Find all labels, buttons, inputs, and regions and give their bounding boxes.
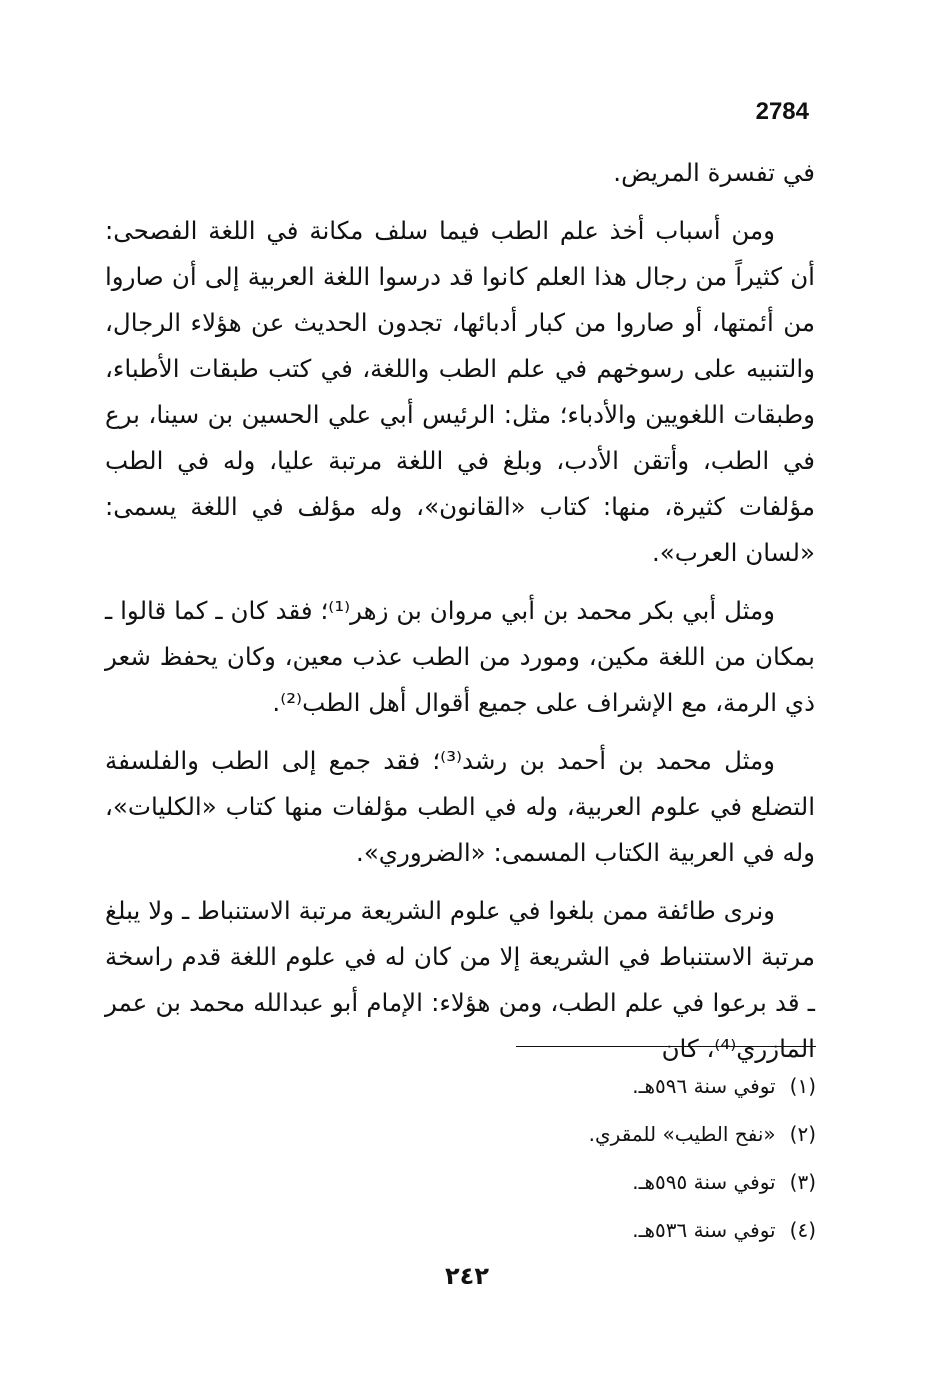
footnote-number: (٢) (789, 1122, 816, 1146)
footnote-item (316, 1206, 816, 1254)
paragraph: ونرى طائفة ممن بلغوا في علوم الشريعة مرتبة الاستنباط ـ ولا يبلغ مرتبة الاستنباط في الشريعة إلا من كان له في علوم اللغة قدم راسخة ـ قد برعوا في علم الطب، ومن هؤلاء: الإمام أبو عبدالله محمد بن عمر المازري⁽⁴⁾، كان (105, 896, 815, 1063)
page-number-top: 2784 (755, 98, 809, 125)
footnote-number: (١) (789, 1074, 816, 1098)
footnote-item (316, 1158, 816, 1206)
paragraph: ومثل محمد بن أحمد بن رشد⁽³⁾؛ فقد جمع إلى الطب والفلسفة التضلع في علوم العربية، وله في الطب مؤلفات منها كتاب «الكليات»، وله في العربية الكتاب المسمى: «الضروري». (105, 746, 815, 867)
footnote-text: توفي سنة ٥٩٥هـ. (632, 1170, 776, 1194)
paragraph: ومن أسباب أخذ علم الطب فيما سلف مكانة في اللغة الفصحى: أن كثيراً من رجال هذا العلم كانوا قد درسوا اللغة العربية إلى أن صاروا من أئمتها، أو صاروا من كبار أدبائها، تجدون الحديث عن هؤلاء الرجال، والتنبيه على رسوخهم في علم الطب واللغة، في كتب طبقات الأطباء، وطبقات اللغويين والأدباء؛ مثل: الرئيس أبي علي الحسين بن سينا، برع في الطب، وأتقن الأدب، وبلغ في اللغة مرتبة عليا، وله في الطب مؤلفات كثيرة، منها: كتاب «القانون»، وله مؤلف في اللغة يسمى: «لسان العرب». (105, 216, 815, 567)
footnote-text: توفي سنة ٥٣٦هـ. (632, 1218, 776, 1242)
paragraph: ومثل أبي بكر محمد بن أبي مروان بن زهر⁽¹⁾؛ فقد كان ـ كما قالوا ـ بمكان من اللغة مكين، ومورد من الطب عذب معين، وكان يحفظ شعر ذي الرمة، مع الإشراف على جميع أقوال أهل الطب⁽²⁾. (105, 596, 815, 717)
footnote-number: (٤) (789, 1218, 816, 1242)
footnotes (316, 1062, 816, 1254)
footnote-item (316, 1110, 816, 1158)
footnote-text: توفي سنة ٥٩٦هـ. (632, 1074, 776, 1098)
body-text (105, 150, 815, 1084)
footnote-text: «نفح الطيب» للمقري. (588, 1122, 776, 1146)
paragraph: في تفسرة المريض. (613, 158, 815, 187)
footnote-divider (516, 1046, 816, 1047)
page-number-bottom: ٢٤٢ (445, 1262, 489, 1290)
footnote-number: (٣) (789, 1170, 816, 1194)
footnote-item (316, 1062, 816, 1110)
